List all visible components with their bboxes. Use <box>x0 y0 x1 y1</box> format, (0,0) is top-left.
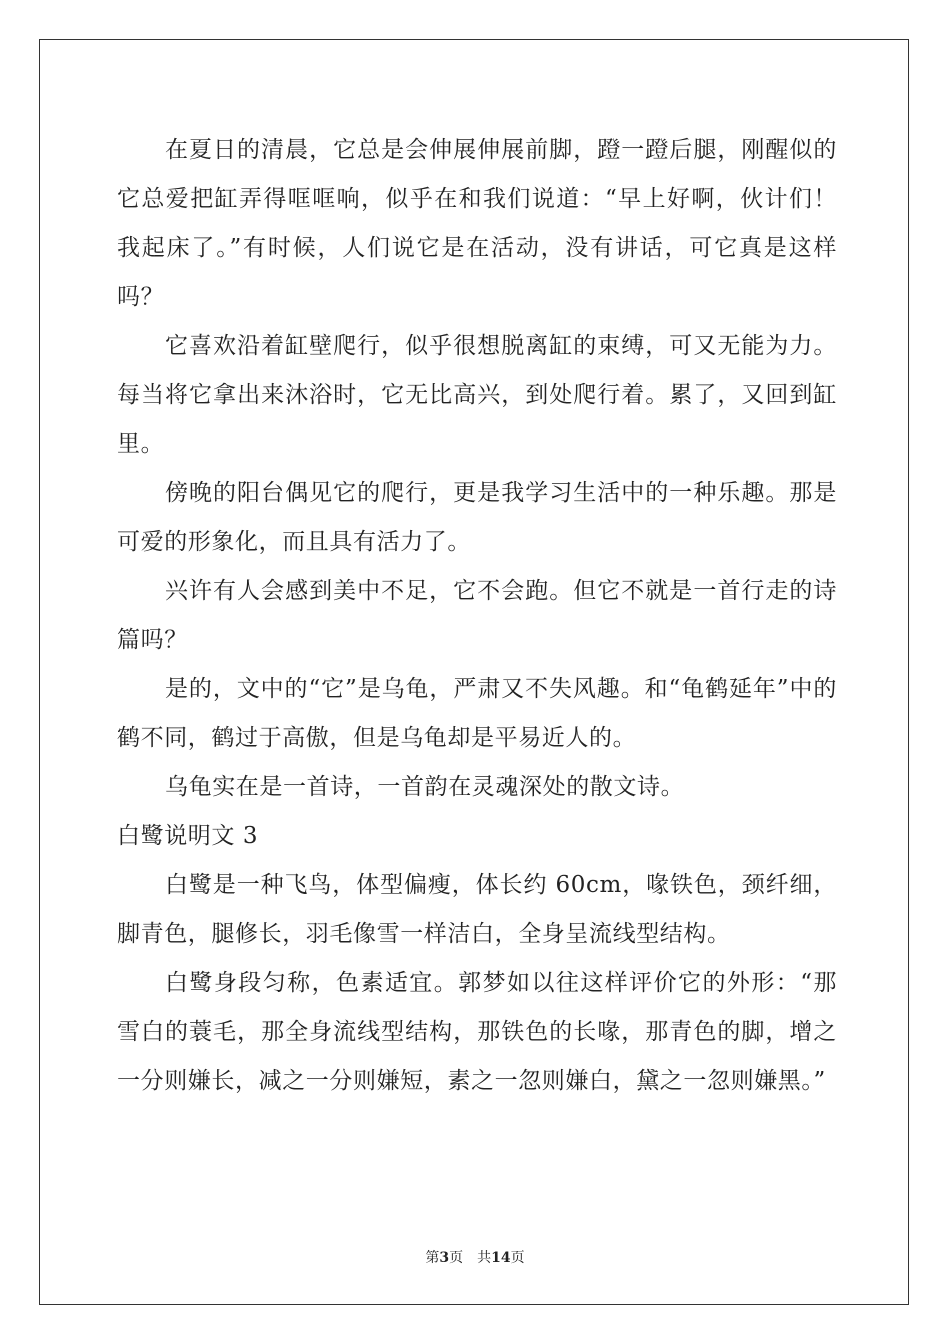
current-page-number: 3 <box>439 1250 450 1266</box>
paragraph: 傍晚的阳台偶见它的爬行，更是我学习生活中的一种乐趣。那是可爱的形象化，而且具有活力了。 <box>117 480 837 555</box>
page-footer <box>0 1247 950 1267</box>
total-prefix: 共 <box>477 1250 492 1266</box>
paragraph: 兴许有人会感到美中不足，它不会跑。但它不就是一首行走的诗篇吗？ <box>117 578 837 653</box>
paragraph: 白鹭是一种飞鸟，体型偏瘦，体长约 60cm，喙铁色，颈纤细，脚青色，腿修长，羽毛像雪一样洁白，全身呈流线型结构。 <box>117 872 837 947</box>
document-body <box>117 126 837 1106</box>
page-prefix: 第 <box>425 1250 440 1266</box>
paragraph: 乌龟实在是一首诗，一首韵在灵魂深处的散文诗。 <box>165 774 685 800</box>
paragraph: 在夏日的清晨，它总是会伸展伸展前脚，蹬一蹬后腿，刚醒似的它总爱把缸弄得哐哐响，似乎在和我们说道：“早上好啊，伙计们！我起床了。”有时候，人们说它是在活动，没有讲话，可它真是这样吗？ <box>117 137 837 310</box>
section-heading: 白鹭说明文 3 <box>117 823 259 849</box>
total-suffix: 页 <box>510 1250 525 1266</box>
total-page-number: 14 <box>491 1250 511 1266</box>
paragraph: 是的，文中的“它”是乌龟，严肃又不失风趣。和“龟鹤延年”中的鹤不同，鹤过于高傲，但是乌龟却是平易近人的。 <box>117 676 837 751</box>
paragraph: 白鹭身段匀称，色素适宜。郭梦如以往这样评价它的外形：“那雪白的蓑毛，那全身流线型结构，那铁色的长喙，那青色的脚，增之一分则嫌长，减之一分则嫌短，素之一忽则嫌白，黛之一忽则嫌黑。” <box>117 970 837 1094</box>
page-suffix: 页 <box>449 1250 464 1266</box>
paragraph: 它喜欢沿着缸壁爬行，似乎很想脱离缸的束缚，可又无能为力。每当将它拿出来沐浴时，它无比高兴，到处爬行着。累了，又回到缸里。 <box>117 333 837 457</box>
